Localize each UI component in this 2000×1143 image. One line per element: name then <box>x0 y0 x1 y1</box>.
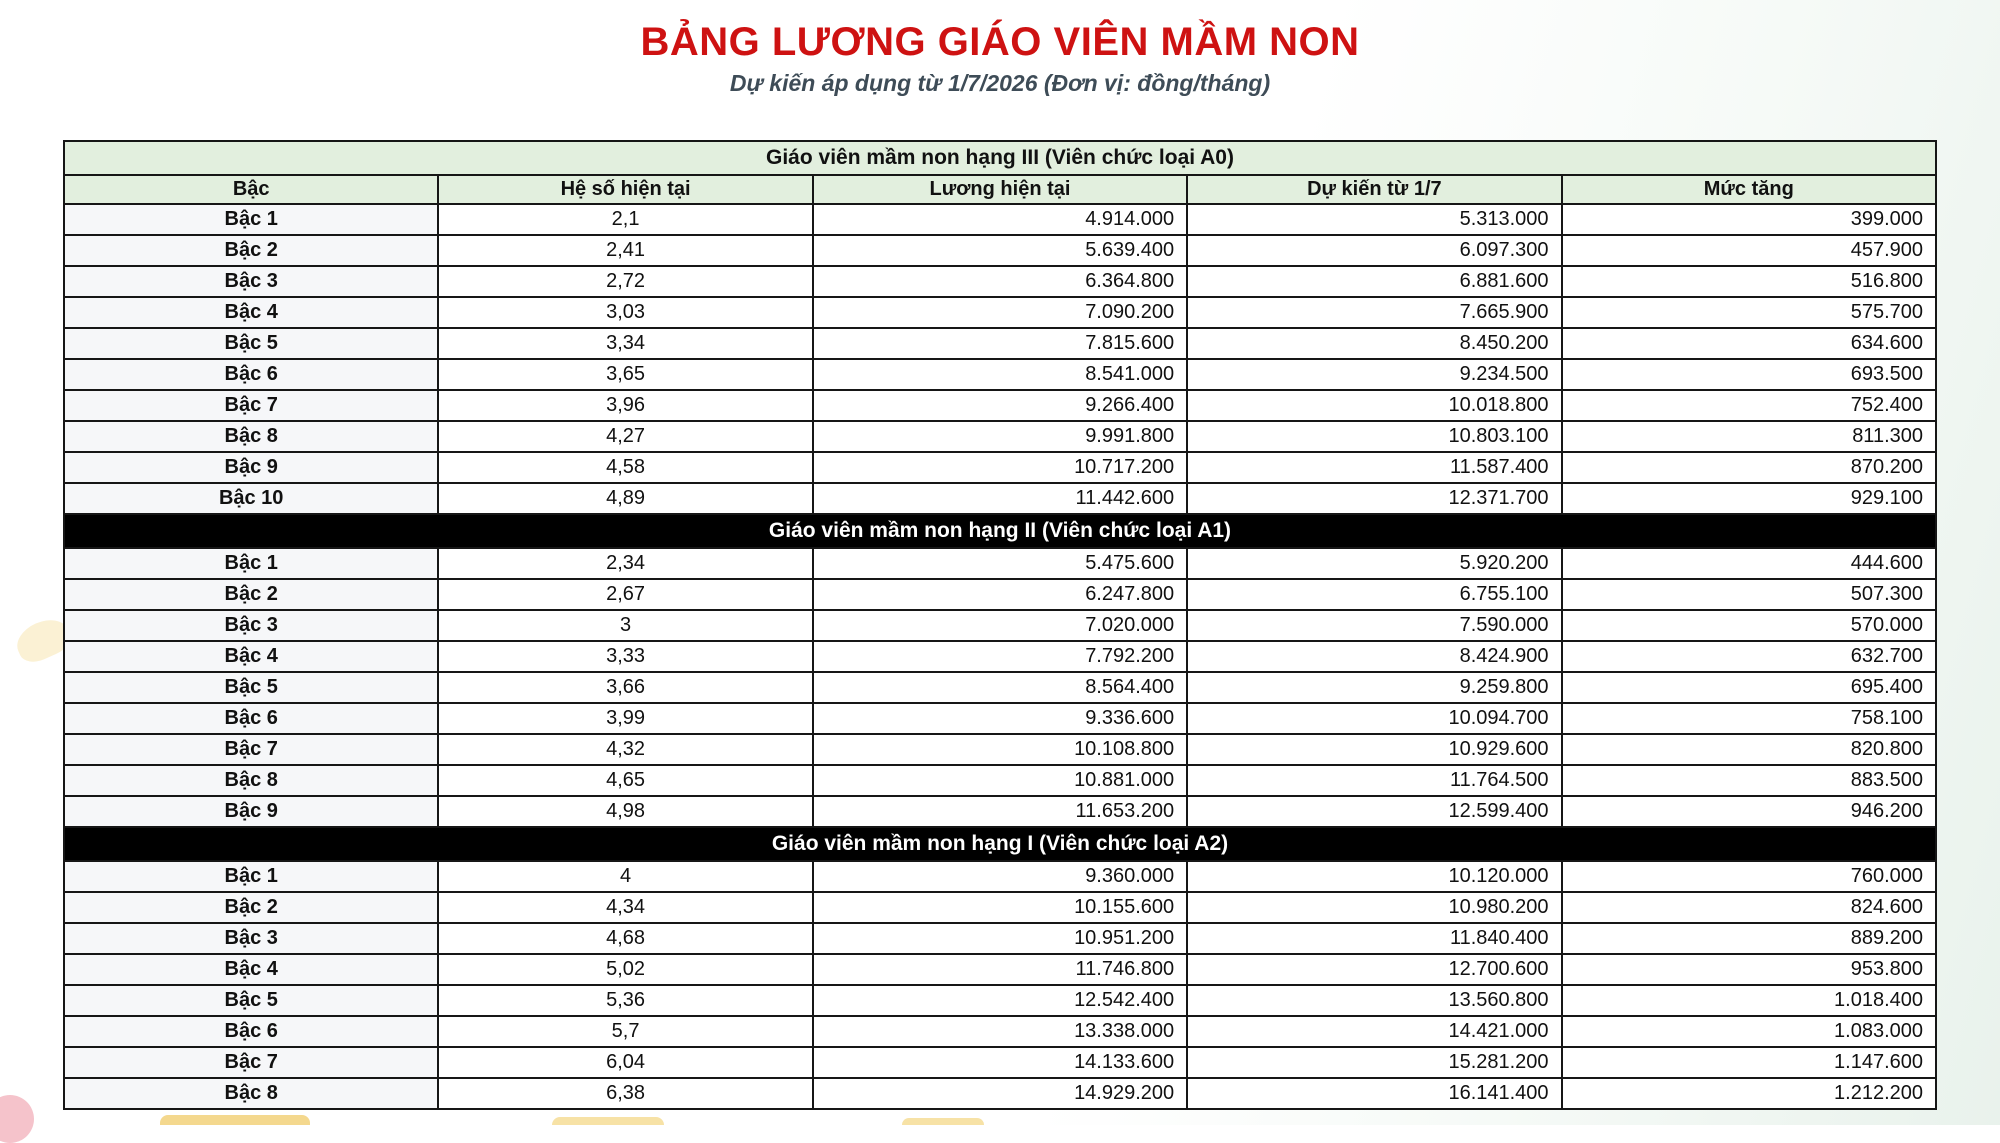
value-cell: 5.475.600 <box>813 548 1187 579</box>
value-cell: 870.200 <box>1562 452 1936 483</box>
value-cell: 9.336.600 <box>813 703 1187 734</box>
table-row <box>64 266 1936 297</box>
value-cell: 11.653.200 <box>813 796 1187 827</box>
value-cell: 13.338.000 <box>813 1016 1187 1047</box>
table-row <box>64 204 1936 235</box>
value-cell: 12.700.600 <box>1187 954 1561 985</box>
table-row <box>64 1078 1936 1109</box>
decor-yellow-strip <box>160 1115 310 1125</box>
value-cell: 9.234.500 <box>1187 359 1561 390</box>
value-cell: 11.746.800 <box>813 954 1187 985</box>
table-row <box>64 421 1936 452</box>
value-cell: 4,68 <box>438 923 812 954</box>
value-cell: 5,02 <box>438 954 812 985</box>
value-cell: 4,58 <box>438 452 812 483</box>
value-cell: 10.803.100 <box>1187 421 1561 452</box>
value-cell: 3 <box>438 610 812 641</box>
value-cell: 12.371.700 <box>1187 483 1561 514</box>
value-cell: 516.800 <box>1562 266 1936 297</box>
column-header-row <box>64 175 1936 204</box>
column-header: Bậc <box>64 175 438 204</box>
section-header-row <box>64 141 1936 175</box>
value-cell: 16.141.400 <box>1187 1078 1561 1109</box>
value-cell: 811.300 <box>1562 421 1936 452</box>
level-cell: Bậc 8 <box>64 765 438 796</box>
table-row <box>64 328 1936 359</box>
level-cell: Bậc 3 <box>64 610 438 641</box>
value-cell: 4,98 <box>438 796 812 827</box>
value-cell: 758.100 <box>1562 703 1936 734</box>
value-cell: 7.792.200 <box>813 641 1187 672</box>
decor-pink-blob <box>0 1095 34 1143</box>
table-row <box>64 390 1936 421</box>
level-cell: Bậc 9 <box>64 452 438 483</box>
section-header-row <box>64 827 1936 861</box>
column-header: Mức tăng <box>1562 175 1936 204</box>
table-row <box>64 483 1936 514</box>
value-cell: 399.000 <box>1562 204 1936 235</box>
level-cell: Bậc 1 <box>64 861 438 892</box>
value-cell: 6.247.800 <box>813 579 1187 610</box>
level-cell: Bậc 3 <box>64 923 438 954</box>
value-cell: 7.665.900 <box>1187 297 1561 328</box>
value-cell: 693.500 <box>1562 359 1936 390</box>
page-title: BẢNG LƯƠNG GIÁO VIÊN MẦM NON <box>640 20 1360 64</box>
salary-table <box>63 140 1937 1110</box>
value-cell: 5,7 <box>438 1016 812 1047</box>
value-cell: 11.764.500 <box>1187 765 1561 796</box>
value-cell: 1.018.400 <box>1562 985 1936 1016</box>
level-cell: Bậc 4 <box>64 297 438 328</box>
decor-yellow-strip <box>902 1118 984 1125</box>
table-row <box>64 641 1936 672</box>
value-cell: 8.541.000 <box>813 359 1187 390</box>
table-row <box>64 1047 1936 1078</box>
value-cell: 634.600 <box>1562 328 1936 359</box>
value-cell: 2,72 <box>438 266 812 297</box>
table-row <box>64 297 1936 328</box>
section-header-row <box>64 514 1936 548</box>
value-cell: 11.840.400 <box>1187 923 1561 954</box>
value-cell: 14.133.600 <box>813 1047 1187 1078</box>
value-cell: 5,36 <box>438 985 812 1016</box>
value-cell: 929.100 <box>1562 483 1936 514</box>
level-cell: Bậc 1 <box>64 204 438 235</box>
value-cell: 444.600 <box>1562 548 1936 579</box>
value-cell: 3,96 <box>438 390 812 421</box>
value-cell: 6.755.100 <box>1187 579 1561 610</box>
value-cell: 4,27 <box>438 421 812 452</box>
value-cell: 9.991.800 <box>813 421 1187 452</box>
value-cell: 6.881.600 <box>1187 266 1561 297</box>
level-cell: Bậc 6 <box>64 703 438 734</box>
value-cell: 2,34 <box>438 548 812 579</box>
table-row <box>64 734 1936 765</box>
level-cell: Bậc 6 <box>64 1016 438 1047</box>
table-row <box>64 954 1936 985</box>
value-cell: 11.442.600 <box>813 483 1187 514</box>
value-cell: 10.094.700 <box>1187 703 1561 734</box>
value-cell: 3,03 <box>438 297 812 328</box>
level-cell: Bậc 1 <box>64 548 438 579</box>
value-cell: 13.560.800 <box>1187 985 1561 1016</box>
value-cell: 695.400 <box>1562 672 1936 703</box>
value-cell: 1.083.000 <box>1562 1016 1936 1047</box>
value-cell: 7.090.200 <box>813 297 1187 328</box>
value-cell: 1.147.600 <box>1562 1047 1936 1078</box>
value-cell: 752.400 <box>1562 390 1936 421</box>
value-cell: 10.980.200 <box>1187 892 1561 923</box>
level-cell: Bậc 4 <box>64 641 438 672</box>
value-cell: 570.000 <box>1562 610 1936 641</box>
value-cell: 12.542.400 <box>813 985 1187 1016</box>
value-cell: 2,1 <box>438 204 812 235</box>
level-cell: Bậc 5 <box>64 328 438 359</box>
level-cell: Bậc 5 <box>64 672 438 703</box>
value-cell: 6.097.300 <box>1187 235 1561 266</box>
value-cell: 4,89 <box>438 483 812 514</box>
table-row <box>64 985 1936 1016</box>
level-cell: Bậc 2 <box>64 235 438 266</box>
value-cell: 15.281.200 <box>1187 1047 1561 1078</box>
value-cell: 10.155.600 <box>813 892 1187 923</box>
value-cell: 953.800 <box>1562 954 1936 985</box>
value-cell: 12.599.400 <box>1187 796 1561 827</box>
value-cell: 3,34 <box>438 328 812 359</box>
value-cell: 457.900 <box>1562 235 1936 266</box>
value-cell: 4,34 <box>438 892 812 923</box>
level-cell: Bậc 7 <box>64 734 438 765</box>
level-cell: Bậc 10 <box>64 483 438 514</box>
column-header: Hệ số hiện tại <box>438 175 812 204</box>
value-cell: 14.421.000 <box>1187 1016 1561 1047</box>
level-cell: Bậc 3 <box>64 266 438 297</box>
value-cell: 10.108.800 <box>813 734 1187 765</box>
column-header: Dự kiến từ 1/7 <box>1187 175 1561 204</box>
table-row <box>64 703 1936 734</box>
value-cell: 4,32 <box>438 734 812 765</box>
section-header: Giáo viên mầm non hạng II (Viên chức loại A1) <box>64 514 1936 548</box>
table-row <box>64 765 1936 796</box>
level-cell: Bậc 2 <box>64 892 438 923</box>
value-cell: 6,38 <box>438 1078 812 1109</box>
value-cell: 889.200 <box>1562 923 1936 954</box>
value-cell: 11.587.400 <box>1187 452 1561 483</box>
value-cell: 10.018.800 <box>1187 390 1561 421</box>
table-row <box>64 235 1936 266</box>
value-cell: 7.590.000 <box>1187 610 1561 641</box>
value-cell: 10.717.200 <box>813 452 1187 483</box>
table-row <box>64 672 1936 703</box>
table-row <box>64 579 1936 610</box>
value-cell: 824.600 <box>1562 892 1936 923</box>
value-cell: 9.266.400 <box>813 390 1187 421</box>
value-cell: 4 <box>438 861 812 892</box>
table-row <box>64 892 1936 923</box>
value-cell: 2,41 <box>438 235 812 266</box>
value-cell: 507.300 <box>1562 579 1936 610</box>
level-cell: Bậc 4 <box>64 954 438 985</box>
value-cell: 10.929.600 <box>1187 734 1561 765</box>
value-cell: 10.881.000 <box>813 765 1187 796</box>
level-cell: Bậc 2 <box>64 579 438 610</box>
value-cell: 5.639.400 <box>813 235 1187 266</box>
section-header: Giáo viên mầm non hạng I (Viên chức loại A2) <box>64 827 1936 861</box>
section-header: Giáo viên mầm non hạng III (Viên chức loại A0) <box>64 141 1936 175</box>
value-cell: 883.500 <box>1562 765 1936 796</box>
value-cell: 760.000 <box>1562 861 1936 892</box>
value-cell: 7.815.600 <box>813 328 1187 359</box>
level-cell: Bậc 5 <box>64 985 438 1016</box>
value-cell: 632.700 <box>1562 641 1936 672</box>
value-cell: 6.364.800 <box>813 266 1187 297</box>
value-cell: 6,04 <box>438 1047 812 1078</box>
value-cell: 946.200 <box>1562 796 1936 827</box>
level-cell: Bậc 7 <box>64 1047 438 1078</box>
level-cell: Bậc 6 <box>64 359 438 390</box>
table-row <box>64 923 1936 954</box>
level-cell: Bậc 8 <box>64 1078 438 1109</box>
value-cell: 10.120.000 <box>1187 861 1561 892</box>
value-cell: 8.450.200 <box>1187 328 1561 359</box>
table-row <box>64 610 1936 641</box>
value-cell: 820.800 <box>1562 734 1936 765</box>
value-cell: 3,65 <box>438 359 812 390</box>
value-cell: 8.424.900 <box>1187 641 1561 672</box>
value-cell: 10.951.200 <box>813 923 1187 954</box>
decor-yellow-strip <box>552 1117 664 1125</box>
value-cell: 5.313.000 <box>1187 204 1561 235</box>
value-cell: 2,67 <box>438 579 812 610</box>
value-cell: 4,65 <box>438 765 812 796</box>
level-cell: Bậc 8 <box>64 421 438 452</box>
table-row <box>64 861 1936 892</box>
table-row <box>64 359 1936 390</box>
page-subtitle: Dự kiến áp dụng từ 1/7/2026 (Đơn vị: đồng/tháng) <box>729 70 1271 96</box>
value-cell: 1.212.200 <box>1562 1078 1936 1109</box>
table-row <box>64 452 1936 483</box>
level-cell: Bậc 7 <box>64 390 438 421</box>
table-row <box>64 1016 1936 1047</box>
value-cell: 3,33 <box>438 641 812 672</box>
value-cell: 3,66 <box>438 672 812 703</box>
value-cell: 3,99 <box>438 703 812 734</box>
value-cell: 5.920.200 <box>1187 548 1561 579</box>
table-row <box>64 548 1936 579</box>
value-cell: 14.929.200 <box>813 1078 1187 1109</box>
table-row <box>64 796 1936 827</box>
value-cell: 7.020.000 <box>813 610 1187 641</box>
value-cell: 4.914.000 <box>813 204 1187 235</box>
value-cell: 8.564.400 <box>813 672 1187 703</box>
value-cell: 575.700 <box>1562 297 1936 328</box>
value-cell: 9.259.800 <box>1187 672 1561 703</box>
column-header: Lương hiện tại <box>813 175 1187 204</box>
value-cell: 9.360.000 <box>813 861 1187 892</box>
level-cell: Bậc 9 <box>64 796 438 827</box>
